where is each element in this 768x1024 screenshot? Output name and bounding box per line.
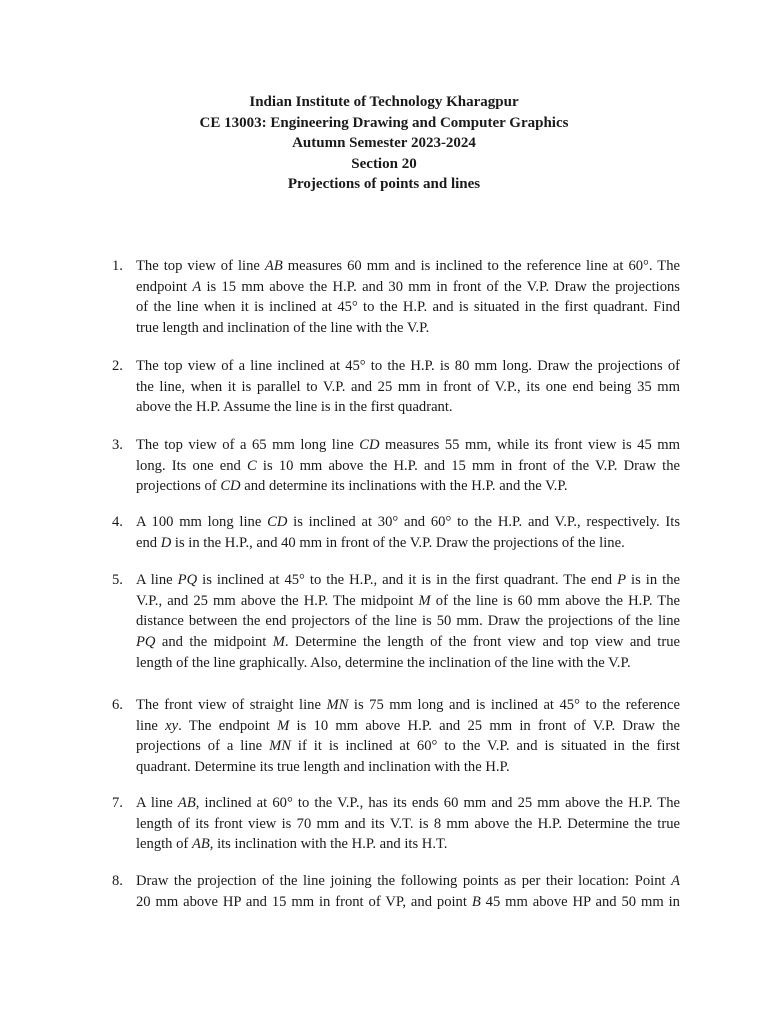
text-run: and determine its inclinations with the H.P. and the V.P.: [240, 478, 568, 495]
text-run: is inclined at 30° and 60° to the H.P. and V.P., respectively. Its: [287, 514, 681, 530]
text-run: line: [136, 717, 166, 734]
question-number: 8.: [112, 873, 123, 889]
question-line: [136, 476, 680, 497]
question-number: 4.: [112, 514, 123, 530]
question-line: [136, 377, 680, 398]
question-line: [136, 318, 680, 339]
question-line: [136, 297, 680, 318]
question-text: [136, 435, 680, 497]
text-run: is in the H.P., and 40 mm in front of the V.P. Draw the projections of the line.: [171, 534, 625, 551]
text-run: distance between the end projectors of the line is 50 mm. Draw the projections of the line: [136, 613, 680, 630]
text-run: A 100 mm long line: [136, 514, 268, 530]
question-text: [136, 512, 680, 553]
text-run: of the line is 60 mm above the H.P. The: [430, 592, 680, 609]
text-run: , inclined at 60° to the V.P., has its ends 60 mm and 25 mm above the H.P. The: [195, 795, 680, 811]
question-number: 2.: [112, 358, 123, 374]
italic-symbol: A: [671, 873, 680, 889]
question-line: [136, 757, 680, 778]
question-text: [136, 570, 680, 673]
question-number: 1.: [112, 258, 123, 274]
text-run: endpoint: [136, 278, 193, 295]
text-run: . The endpoint: [178, 717, 278, 734]
text-run: 20 mm above HP and 15 mm in front of VP, and point: [136, 893, 472, 910]
question-line: [136, 356, 680, 377]
text-run: The top view of a line inclined at 45° to the H.P. is 80 mm long. Draw the projections of: [136, 358, 680, 374]
text-run: V.P., and 25 mm above the H.P. The midpoint: [136, 592, 419, 609]
text-run: measures 60 mm and is inclined to the reference line at 60°. The: [282, 258, 680, 274]
text-run: length of the line graphically. Also, determine the inclination of the line with the V.P.: [136, 654, 631, 671]
italic-symbol: CD: [220, 478, 241, 495]
question-text: [136, 356, 680, 418]
question-line: [136, 653, 680, 674]
text-run: and the midpoint: [155, 634, 273, 651]
question-text: [136, 793, 680, 855]
text-run: Draw the projection of the line joining the following points as per their location: Point: [136, 873, 672, 889]
question-line: [136, 256, 680, 277]
text-run: The top view of line: [136, 258, 265, 274]
text-run: quadrant. Determine its true length and inclination with the H.P.: [136, 759, 510, 776]
question-line: [136, 632, 680, 653]
question-line: [136, 456, 680, 477]
italic-symbol: MN: [269, 738, 291, 755]
text-run: long. Its one end: [136, 457, 248, 474]
institute-name: Indian Institute of Technology Kharagpur: [249, 94, 519, 110]
italic-symbol: xy: [165, 717, 179, 734]
text-run: is 10 mm above H.P. and 25 mm in front of V.P. Draw the: [289, 717, 680, 734]
course-title: CE 13003: Engineering Drawing and Computer Graphics: [199, 114, 569, 131]
italic-symbol: CD: [267, 514, 288, 530]
question-text: [136, 871, 680, 912]
italic-symbol: AB: [177, 795, 196, 811]
text-run: if it is inclined at 60° to the V.P. and is situated in the first: [291, 738, 680, 755]
topic: Projections of points and lines: [287, 176, 481, 192]
text-run: length of: [136, 836, 192, 853]
text-run: end: [136, 534, 161, 551]
question-number: 3.: [112, 437, 123, 453]
question-text: [136, 695, 680, 778]
text-run: is 15 mm above the H.P. and 30 mm in front of the V.P. Draw the projections: [201, 278, 680, 295]
question-line: [136, 277, 680, 298]
question-line: [136, 533, 680, 554]
semester: Autumn Semester 2023-2024: [292, 135, 476, 151]
text-run: the line, when it is parallel to V.P. and 25 mm in front of V.P., its one end being 35 mm: [136, 378, 680, 395]
question-item: [112, 512, 680, 553]
text-run: is in the: [626, 572, 680, 588]
text-run: is 75 mm long and is inclined at 45° to the reference: [348, 697, 680, 713]
question-number: 5.: [112, 572, 123, 588]
question-text: [136, 256, 680, 339]
text-run: The top view of a 65 mm long line: [136, 437, 360, 453]
question-item: [112, 435, 680, 497]
question-line: [136, 892, 680, 913]
text-run: is 10 mm above the H.P. and 15 mm in front of the V.P. Draw the: [256, 457, 680, 474]
text-run: projections of: [136, 478, 221, 495]
question-item: [112, 570, 680, 673]
question-line: [136, 814, 680, 835]
italic-symbol: MN: [326, 697, 349, 713]
text-run: 45 mm above HP and 50 mm in: [480, 893, 680, 910]
question-item: [112, 356, 680, 418]
question-line: [136, 570, 680, 591]
italic-symbol: PQ: [136, 634, 156, 651]
document-header: [0, 92, 768, 195]
text-run: A line: [136, 795, 178, 811]
text-run: projections of a line: [136, 738, 270, 755]
italic-symbol: D: [160, 534, 172, 551]
text-run: above the H.P. Assume the line is in the first quadrant.: [136, 399, 453, 416]
text-run: . Determine the length of the front view and top view and true: [284, 634, 680, 651]
question-item: [112, 871, 680, 912]
italic-symbol: C: [247, 457, 257, 474]
question-line: [136, 611, 680, 632]
text-run: A line: [136, 572, 178, 588]
italic-symbol: CD: [359, 437, 380, 453]
question-line: [136, 871, 680, 892]
question-item: [112, 695, 680, 778]
question-line: [136, 512, 680, 533]
question-line: [136, 591, 680, 612]
italic-symbol: M: [418, 592, 431, 609]
text-run: is inclined at 45° to the H.P., and it is in the first quadrant. The end: [197, 572, 618, 588]
question-line: [136, 695, 680, 716]
text-run: The front view of straight line: [136, 697, 327, 713]
question-item: [112, 793, 680, 855]
italic-symbol: B: [471, 893, 481, 910]
question-line: [136, 716, 680, 737]
text-run: true length and inclination of the line with the V.P.: [136, 320, 430, 337]
section: Section 20: [351, 155, 417, 172]
question-line: [136, 736, 680, 757]
italic-symbol: AB: [191, 836, 210, 853]
text-run: length of its front view is 70 mm and its V.T. is 8 mm above the H.P. Determine the true: [136, 815, 680, 832]
question-line: [136, 397, 680, 418]
question-number: 7.: [112, 795, 123, 811]
question-line: [136, 793, 680, 814]
italic-symbol: M: [277, 717, 290, 734]
italic-symbol: AB: [264, 258, 283, 274]
text-run: of the line when it is inclined at 45° to the H.P. and is situated in the first quadrant. Find: [136, 299, 680, 316]
text-run: , its inclination with the H.P. and its H.T.: [209, 836, 448, 853]
question-number: 6.: [112, 697, 123, 713]
question-line: [136, 834, 680, 855]
question-item: [112, 256, 680, 339]
text-run: measures 55 mm, while its front view is 45 mm: [379, 437, 680, 453]
italic-symbol: M: [272, 634, 285, 651]
italic-symbol: A: [192, 278, 202, 295]
question-line: [136, 435, 680, 456]
italic-symbol: PQ: [177, 572, 198, 588]
italic-symbol: P: [617, 572, 627, 588]
